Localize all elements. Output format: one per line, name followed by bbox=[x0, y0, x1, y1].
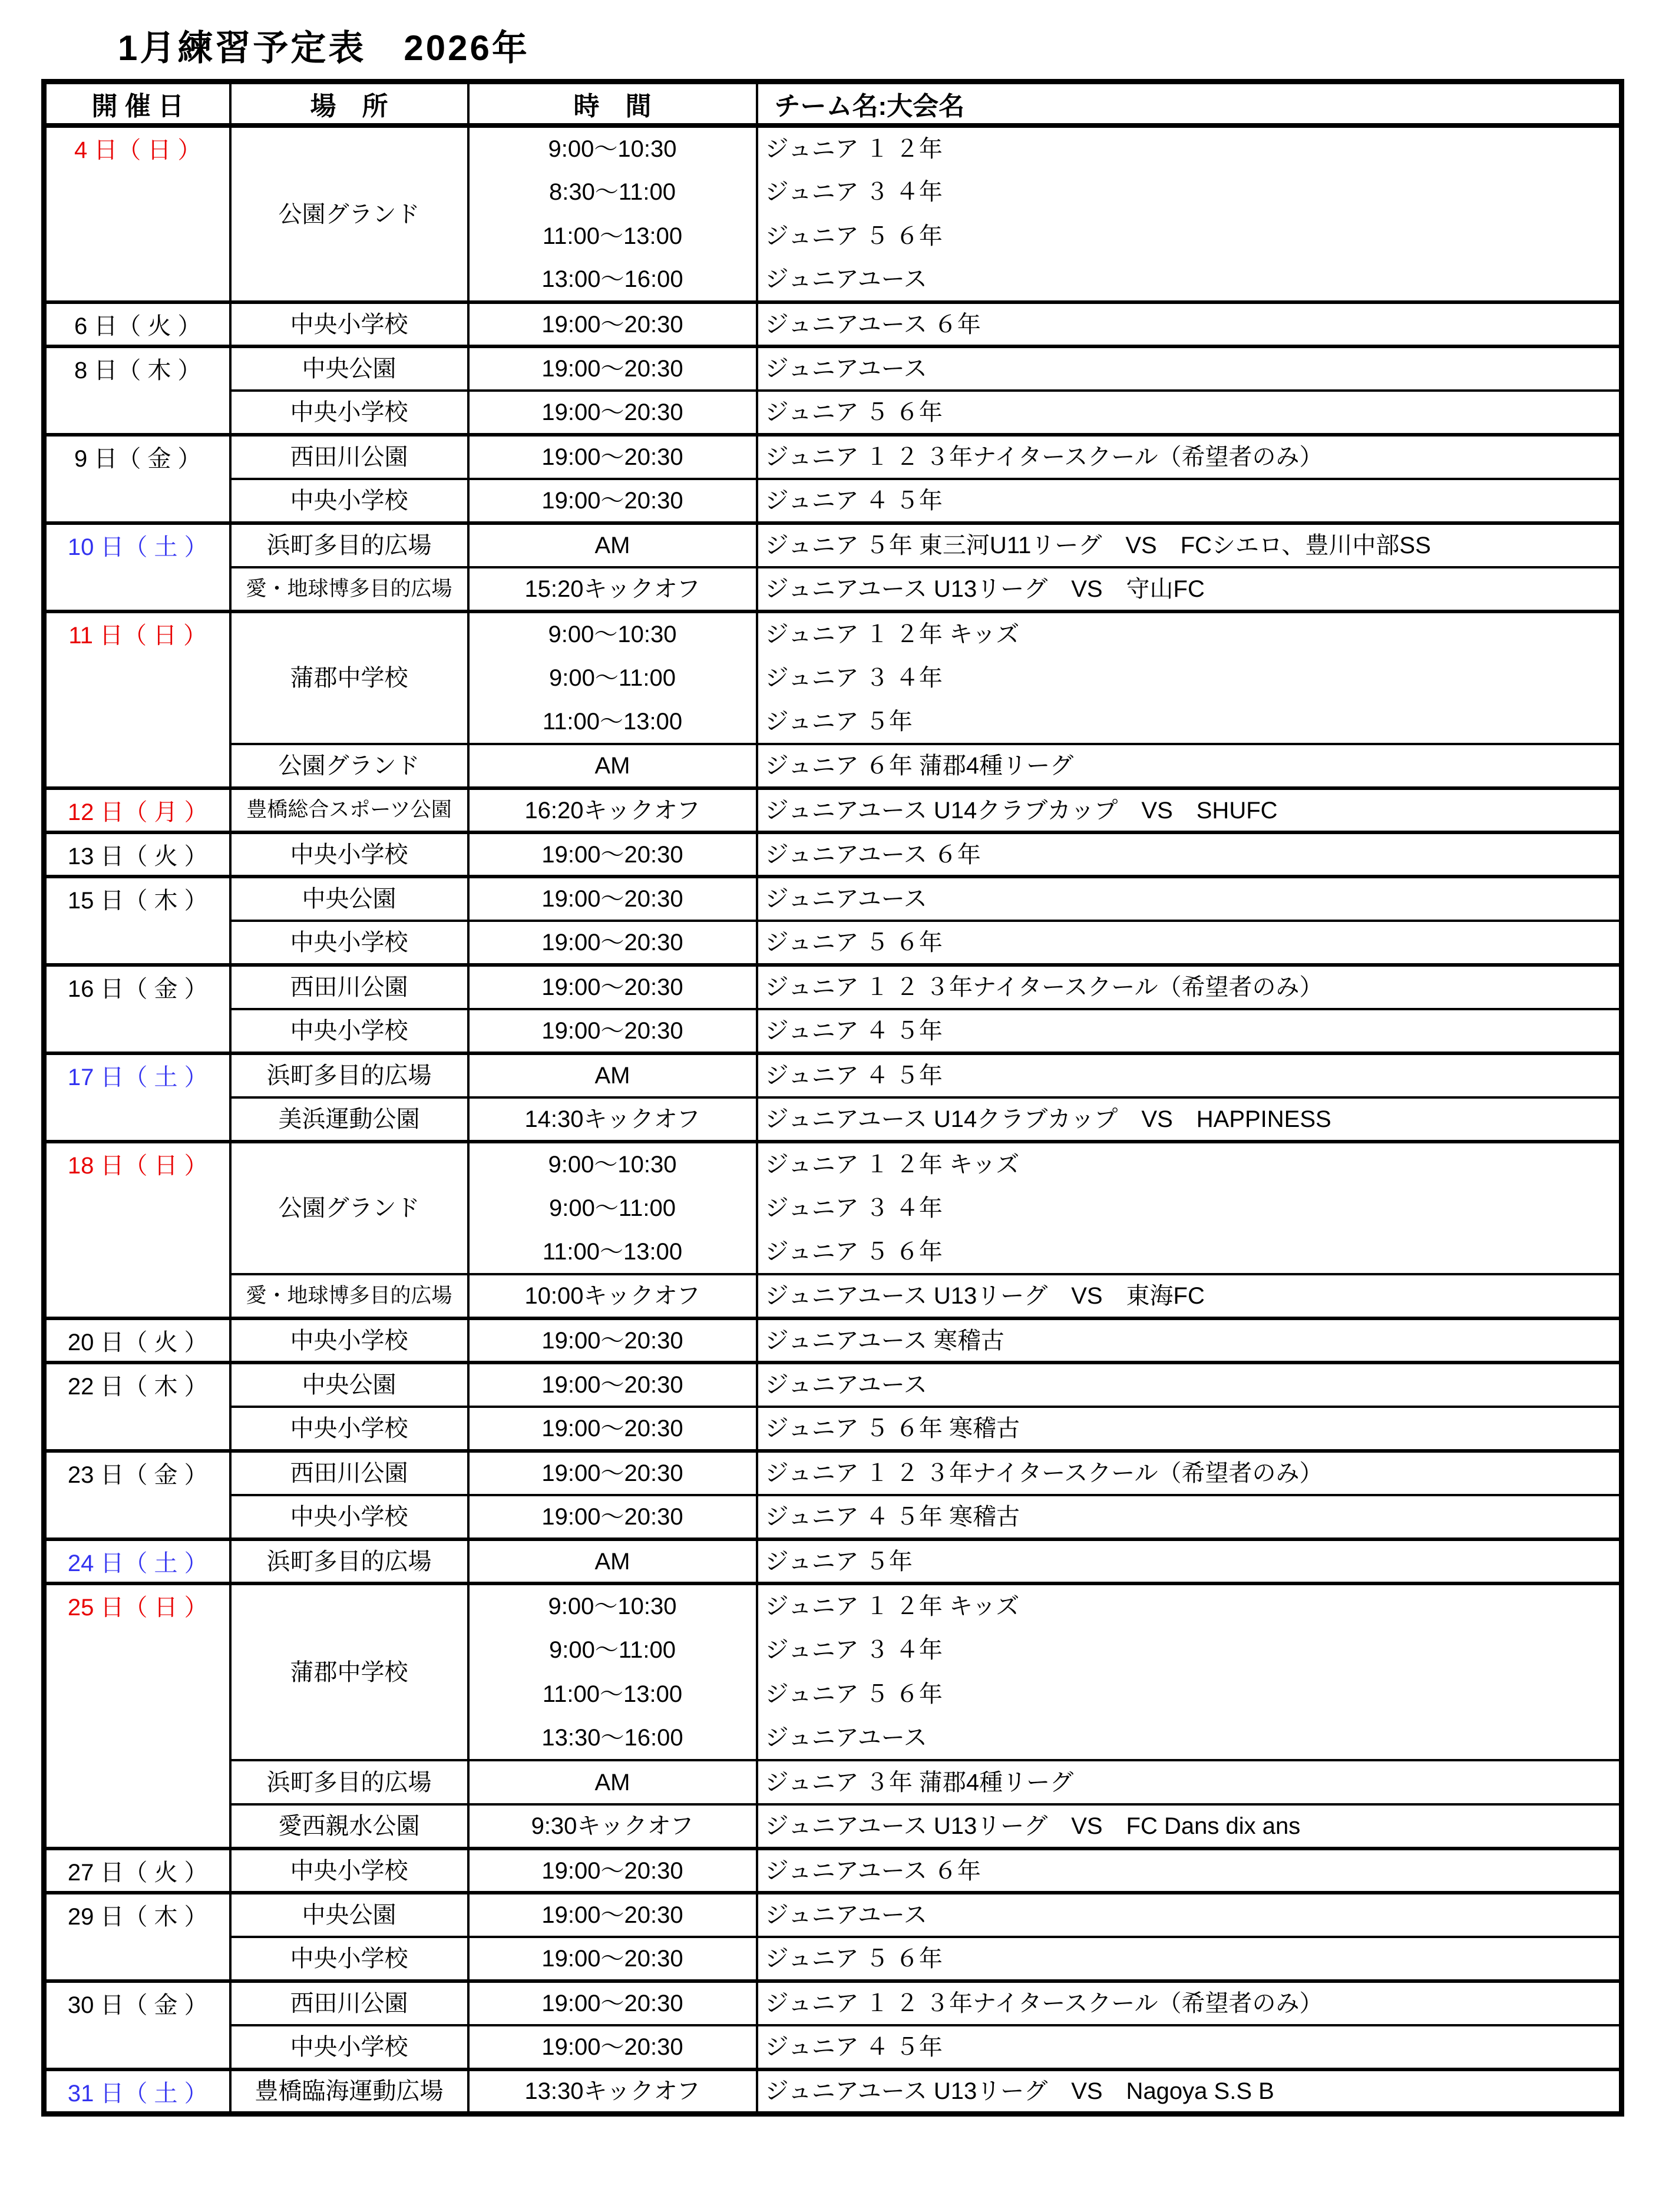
place-cell: 中央小学校 bbox=[230, 1318, 468, 1363]
time-cell: 9:00～11:00 bbox=[468, 1186, 757, 1230]
table-row bbox=[44, 877, 1622, 921]
table-row bbox=[44, 435, 1622, 479]
time-cell: 9:00～11:00 bbox=[468, 1628, 757, 1672]
time-cell: 19:00～20:30 bbox=[468, 965, 757, 1009]
date-cell: 12 日（ 月 ） bbox=[44, 788, 230, 832]
table-row bbox=[44, 1849, 1622, 1893]
table-row bbox=[44, 744, 1622, 788]
team-cell: ジュニアユース U14クラブカップ VS SHUFC bbox=[757, 788, 1622, 832]
time-cell: 19:00～20:30 bbox=[468, 2025, 757, 2069]
table-row bbox=[44, 1451, 1622, 1495]
date-cell: 16 日（ 金 ） bbox=[44, 965, 230, 1053]
time-cell: AM bbox=[468, 1760, 757, 1804]
place-cell: 中央公園 bbox=[230, 877, 468, 921]
team-cell: ジュニア １ ２年 キッズ bbox=[757, 1583, 1622, 1628]
table-row bbox=[44, 1804, 1622, 1849]
team-cell: ジュニア ５年 東三河U11リーグ VS FCシエロ、豊川中部SS bbox=[757, 523, 1622, 567]
date-cell: 11 日（ 日 ） bbox=[44, 611, 230, 788]
time-cell: 13:30～16:00 bbox=[468, 1716, 757, 1760]
team-cell: ジュニア ３ ４年 bbox=[757, 1186, 1622, 1230]
place-cell: 中央小学校 bbox=[230, 479, 468, 523]
time-cell: 19:00～20:30 bbox=[468, 1937, 757, 1981]
date-cell: 24 日（ 土 ） bbox=[44, 1539, 230, 1583]
place-cell: 中央小学校 bbox=[230, 1849, 468, 1893]
table-row bbox=[44, 1495, 1622, 1539]
team-cell: ジュニア ５年 bbox=[757, 700, 1622, 744]
team-cell: ジュニア ５ ６年 bbox=[757, 214, 1622, 258]
table-row bbox=[44, 302, 1622, 346]
date-cell: 27 日（ 火 ） bbox=[44, 1849, 230, 1893]
team-cell: ジュニア １ ２年 bbox=[757, 125, 1622, 170]
team-cell: ジュニア ３ ４年 bbox=[757, 1628, 1622, 1672]
time-cell: 19:00～20:30 bbox=[468, 1495, 757, 1539]
team-cell: ジュニアユース bbox=[757, 1716, 1622, 1760]
time-cell: AM bbox=[468, 744, 757, 788]
place-cell: 美浜運動公園 bbox=[230, 1097, 468, 1142]
place-cell: 公園グランド bbox=[230, 1142, 468, 1274]
date-cell: 17 日（ 土 ） bbox=[44, 1053, 230, 1142]
team-cell: ジュニア ３ ４年 bbox=[757, 656, 1622, 700]
time-cell: 19:00～20:30 bbox=[468, 1009, 757, 1053]
table-row bbox=[44, 346, 1622, 391]
date-cell: 6 日（ 火 ） bbox=[44, 302, 230, 346]
team-cell: ジュニア ５ ６年 bbox=[757, 1230, 1622, 1274]
team-cell: ジュニアユース ６年 bbox=[757, 832, 1622, 877]
place-cell: 中央小学校 bbox=[230, 1495, 468, 1539]
time-cell: 11:00～13:00 bbox=[468, 700, 757, 744]
place-cell: 中央公園 bbox=[230, 1363, 468, 1407]
table-row bbox=[44, 523, 1622, 567]
table-row bbox=[44, 1981, 1622, 2025]
table-row bbox=[44, 611, 1622, 656]
date-cell: 29 日（ 木 ） bbox=[44, 1893, 230, 1981]
team-cell: ジュニアユース bbox=[757, 258, 1622, 302]
team-cell: ジュニア ３ ４年 bbox=[757, 170, 1622, 214]
place-cell: 中央小学校 bbox=[230, 1407, 468, 1451]
team-cell: ジュニア ４ ５年 bbox=[757, 1053, 1622, 1097]
table-row bbox=[44, 391, 1622, 435]
table-row bbox=[44, 125, 1622, 170]
table-row bbox=[44, 479, 1622, 523]
place-cell: 蒲郡中学校 bbox=[230, 611, 468, 744]
team-cell: ジュニア ５ ６年 bbox=[757, 1937, 1622, 1981]
team-cell: ジュニア １ ２ ３年ナイタースクール（希望者のみ） bbox=[757, 1451, 1622, 1495]
date-cell: 23 日（ 金 ） bbox=[44, 1451, 230, 1539]
table-row bbox=[44, 1407, 1622, 1451]
team-cell: ジュニアユース U13リーグ VS FC Dans dix ans bbox=[757, 1804, 1622, 1849]
table-row bbox=[44, 788, 1622, 832]
team-cell: ジュニア ４ ５年 bbox=[757, 1009, 1622, 1053]
place-cell: 浜町多目的広場 bbox=[230, 523, 468, 567]
team-cell: ジュニアユース U13リーグ VS 守山FC bbox=[757, 567, 1622, 611]
team-cell: ジュニア ４ ５年 bbox=[757, 479, 1622, 523]
date-cell: 22 日（ 木 ） bbox=[44, 1363, 230, 1451]
time-cell: 16:20キックオフ bbox=[468, 788, 757, 832]
time-cell: 19:00～20:30 bbox=[468, 435, 757, 479]
date-cell: 4 日（ 日 ） bbox=[44, 125, 230, 302]
table-row bbox=[44, 1363, 1622, 1407]
place-cell: 蒲郡中学校 bbox=[230, 1583, 468, 1760]
time-cell: 9:00～10:30 bbox=[468, 1583, 757, 1628]
time-cell: 19:00～20:30 bbox=[468, 1893, 757, 1937]
place-cell: 中央公園 bbox=[230, 1893, 468, 1937]
time-cell: 11:00～13:00 bbox=[468, 1230, 757, 1274]
place-cell: 愛・地球博多目的広場 bbox=[230, 1274, 468, 1318]
time-cell: 19:00～20:30 bbox=[468, 1363, 757, 1407]
team-cell: ジュニア ５ ６年 bbox=[757, 1672, 1622, 1716]
team-cell: ジュニア １ ２年 キッズ bbox=[757, 1142, 1622, 1186]
place-cell: 浜町多目的広場 bbox=[230, 1760, 468, 1804]
place-cell: 公園グランド bbox=[230, 744, 468, 788]
team-cell: ジュニアユース ６年 bbox=[757, 302, 1622, 346]
time-cell: 9:00～10:30 bbox=[468, 1142, 757, 1186]
table-row bbox=[44, 1274, 1622, 1318]
time-cell: 9:00～11:00 bbox=[468, 656, 757, 700]
time-cell: 9:00～10:30 bbox=[468, 125, 757, 170]
table-row bbox=[44, 1539, 1622, 1583]
date-cell: 13 日（ 火 ） bbox=[44, 832, 230, 877]
team-cell: ジュニア ５ ６年 bbox=[757, 921, 1622, 965]
place-cell: 中央小学校 bbox=[230, 1009, 468, 1053]
table-row bbox=[44, 1893, 1622, 1937]
table-row bbox=[44, 1937, 1622, 1981]
table-row bbox=[44, 1142, 1622, 1186]
time-cell: 19:00～20:30 bbox=[468, 1451, 757, 1495]
place-cell: 中央小学校 bbox=[230, 921, 468, 965]
place-cell: 浜町多目的広場 bbox=[230, 1539, 468, 1583]
date-cell: 18 日（ 日 ） bbox=[44, 1142, 230, 1318]
header-date: 開 催 日 bbox=[44, 82, 230, 126]
team-cell: ジュニアユース bbox=[757, 346, 1622, 391]
team-cell: ジュニアユース 寒稽古 bbox=[757, 1318, 1622, 1363]
date-cell: 15 日（ 木 ） bbox=[44, 877, 230, 965]
header-row bbox=[44, 82, 1622, 126]
team-cell: ジュニア ５年 bbox=[757, 1539, 1622, 1583]
team-cell: ジュニア ４ ５年 bbox=[757, 2025, 1622, 2069]
team-cell: ジュニア ４ ５年 寒稽古 bbox=[757, 1495, 1622, 1539]
team-cell: ジュニアユース bbox=[757, 1363, 1622, 1407]
time-cell: 19:00～20:30 bbox=[468, 346, 757, 391]
header-place: 場 所 bbox=[230, 82, 468, 126]
time-cell: 19:00～20:30 bbox=[468, 832, 757, 877]
date-cell: 9 日（ 金 ） bbox=[44, 435, 230, 523]
time-cell: 19:00～20:30 bbox=[468, 921, 757, 965]
schedule-body bbox=[44, 125, 1622, 2114]
place-cell: 中央小学校 bbox=[230, 302, 468, 346]
date-cell: 20 日（ 火 ） bbox=[44, 1318, 230, 1363]
place-cell: 豊橋総合スポーツ公園 bbox=[230, 788, 468, 832]
team-cell: ジュニアユース U13リーグ VS 東海FC bbox=[757, 1274, 1622, 1318]
page-title: 1月練習予定表 2026年 bbox=[118, 28, 530, 68]
schedule-table bbox=[41, 79, 1624, 2117]
date-cell: 31 日（ 土 ） bbox=[44, 2069, 230, 2114]
time-cell: 13:30キックオフ bbox=[468, 2069, 757, 2114]
date-cell: 30 日（ 金 ） bbox=[44, 1981, 230, 2069]
place-cell: 西田川公園 bbox=[230, 1451, 468, 1495]
time-cell: AM bbox=[468, 523, 757, 567]
time-cell: 8:30～11:00 bbox=[468, 170, 757, 214]
time-cell: 15:20キックオフ bbox=[468, 567, 757, 611]
team-cell: ジュニア １ ２ ３年ナイタースクール（希望者のみ） bbox=[757, 1981, 1622, 2025]
table-row bbox=[44, 1009, 1622, 1053]
team-cell: ジュニアユース ６年 bbox=[757, 1849, 1622, 1893]
table-row bbox=[44, 1053, 1622, 1097]
team-cell: ジュニア ５ ６年 bbox=[757, 391, 1622, 435]
header-time: 時 間 bbox=[468, 82, 757, 126]
time-cell: 9:30キックオフ bbox=[468, 1804, 757, 1849]
team-cell: ジュニア １ ２年 キッズ bbox=[757, 611, 1622, 656]
team-cell: ジュニアユース U14クラブカップ VS HAPPINESS bbox=[757, 1097, 1622, 1142]
table-row bbox=[44, 567, 1622, 611]
team-cell: ジュニアユース bbox=[757, 1893, 1622, 1937]
table-row bbox=[44, 921, 1622, 965]
team-cell: ジュニアユース U13リーグ VS Nagoya S.S B bbox=[757, 2069, 1622, 2114]
time-cell: 19:00～20:30 bbox=[468, 877, 757, 921]
table-row bbox=[44, 965, 1622, 1009]
place-cell: 愛・地球博多目的広場 bbox=[230, 567, 468, 611]
time-cell: 19:00～20:30 bbox=[468, 302, 757, 346]
time-cell: 11:00～13:00 bbox=[468, 214, 757, 258]
place-cell: 公園グランド bbox=[230, 125, 468, 302]
table-row bbox=[44, 1583, 1622, 1628]
time-cell: 13:00～16:00 bbox=[468, 258, 757, 302]
header-team: チーム名:大会名 bbox=[757, 82, 1622, 126]
time-cell: 10:00キックオフ bbox=[468, 1274, 757, 1318]
place-cell: 豊橋臨海運動広場 bbox=[230, 2069, 468, 2114]
team-cell: ジュニア ５ ６年 寒稽古 bbox=[757, 1407, 1622, 1451]
table-row bbox=[44, 2069, 1622, 2114]
place-cell: 中央小学校 bbox=[230, 832, 468, 877]
table-row bbox=[44, 832, 1622, 877]
place-cell: 中央小学校 bbox=[230, 391, 468, 435]
time-cell: 11:00～13:00 bbox=[468, 1672, 757, 1716]
time-cell: 14:30キックオフ bbox=[468, 1097, 757, 1142]
place-cell: 愛西親水公園 bbox=[230, 1804, 468, 1849]
place-cell: 浜町多目的広場 bbox=[230, 1053, 468, 1097]
table-row bbox=[44, 1097, 1622, 1142]
time-cell: 9:00～10:30 bbox=[468, 611, 757, 656]
time-cell: 19:00～20:30 bbox=[468, 1318, 757, 1363]
table-row bbox=[44, 1318, 1622, 1363]
time-cell: AM bbox=[468, 1053, 757, 1097]
team-cell: ジュニア １ ２ ３年ナイタースクール（希望者のみ） bbox=[757, 435, 1622, 479]
team-cell: ジュニア １ ２ ３年ナイタースクール（希望者のみ） bbox=[757, 965, 1622, 1009]
time-cell: 19:00～20:30 bbox=[468, 1981, 757, 2025]
place-cell: 西田川公園 bbox=[230, 965, 468, 1009]
time-cell: 19:00～20:30 bbox=[468, 1407, 757, 1451]
table-row bbox=[44, 2025, 1622, 2069]
table-row bbox=[44, 1760, 1622, 1804]
team-cell: ジュニアユース bbox=[757, 877, 1622, 921]
place-cell: 中央公園 bbox=[230, 346, 468, 391]
time-cell: AM bbox=[468, 1539, 757, 1583]
place-cell: 西田川公園 bbox=[230, 435, 468, 479]
team-cell: ジュニア ３年 蒲郡4種リーグ bbox=[757, 1760, 1622, 1804]
team-cell: ジュニア ６年 蒲郡4種リーグ bbox=[757, 744, 1622, 788]
time-cell: 19:00～20:30 bbox=[468, 391, 757, 435]
place-cell: 西田川公園 bbox=[230, 1981, 468, 2025]
place-cell: 中央小学校 bbox=[230, 1937, 468, 1981]
date-cell: 25 日（ 日 ） bbox=[44, 1583, 230, 1849]
date-cell: 8 日（ 木 ） bbox=[44, 346, 230, 435]
time-cell: 19:00～20:30 bbox=[468, 479, 757, 523]
date-cell: 10 日（ 土 ） bbox=[44, 523, 230, 611]
place-cell: 中央小学校 bbox=[230, 2025, 468, 2069]
time-cell: 19:00～20:30 bbox=[468, 1849, 757, 1893]
